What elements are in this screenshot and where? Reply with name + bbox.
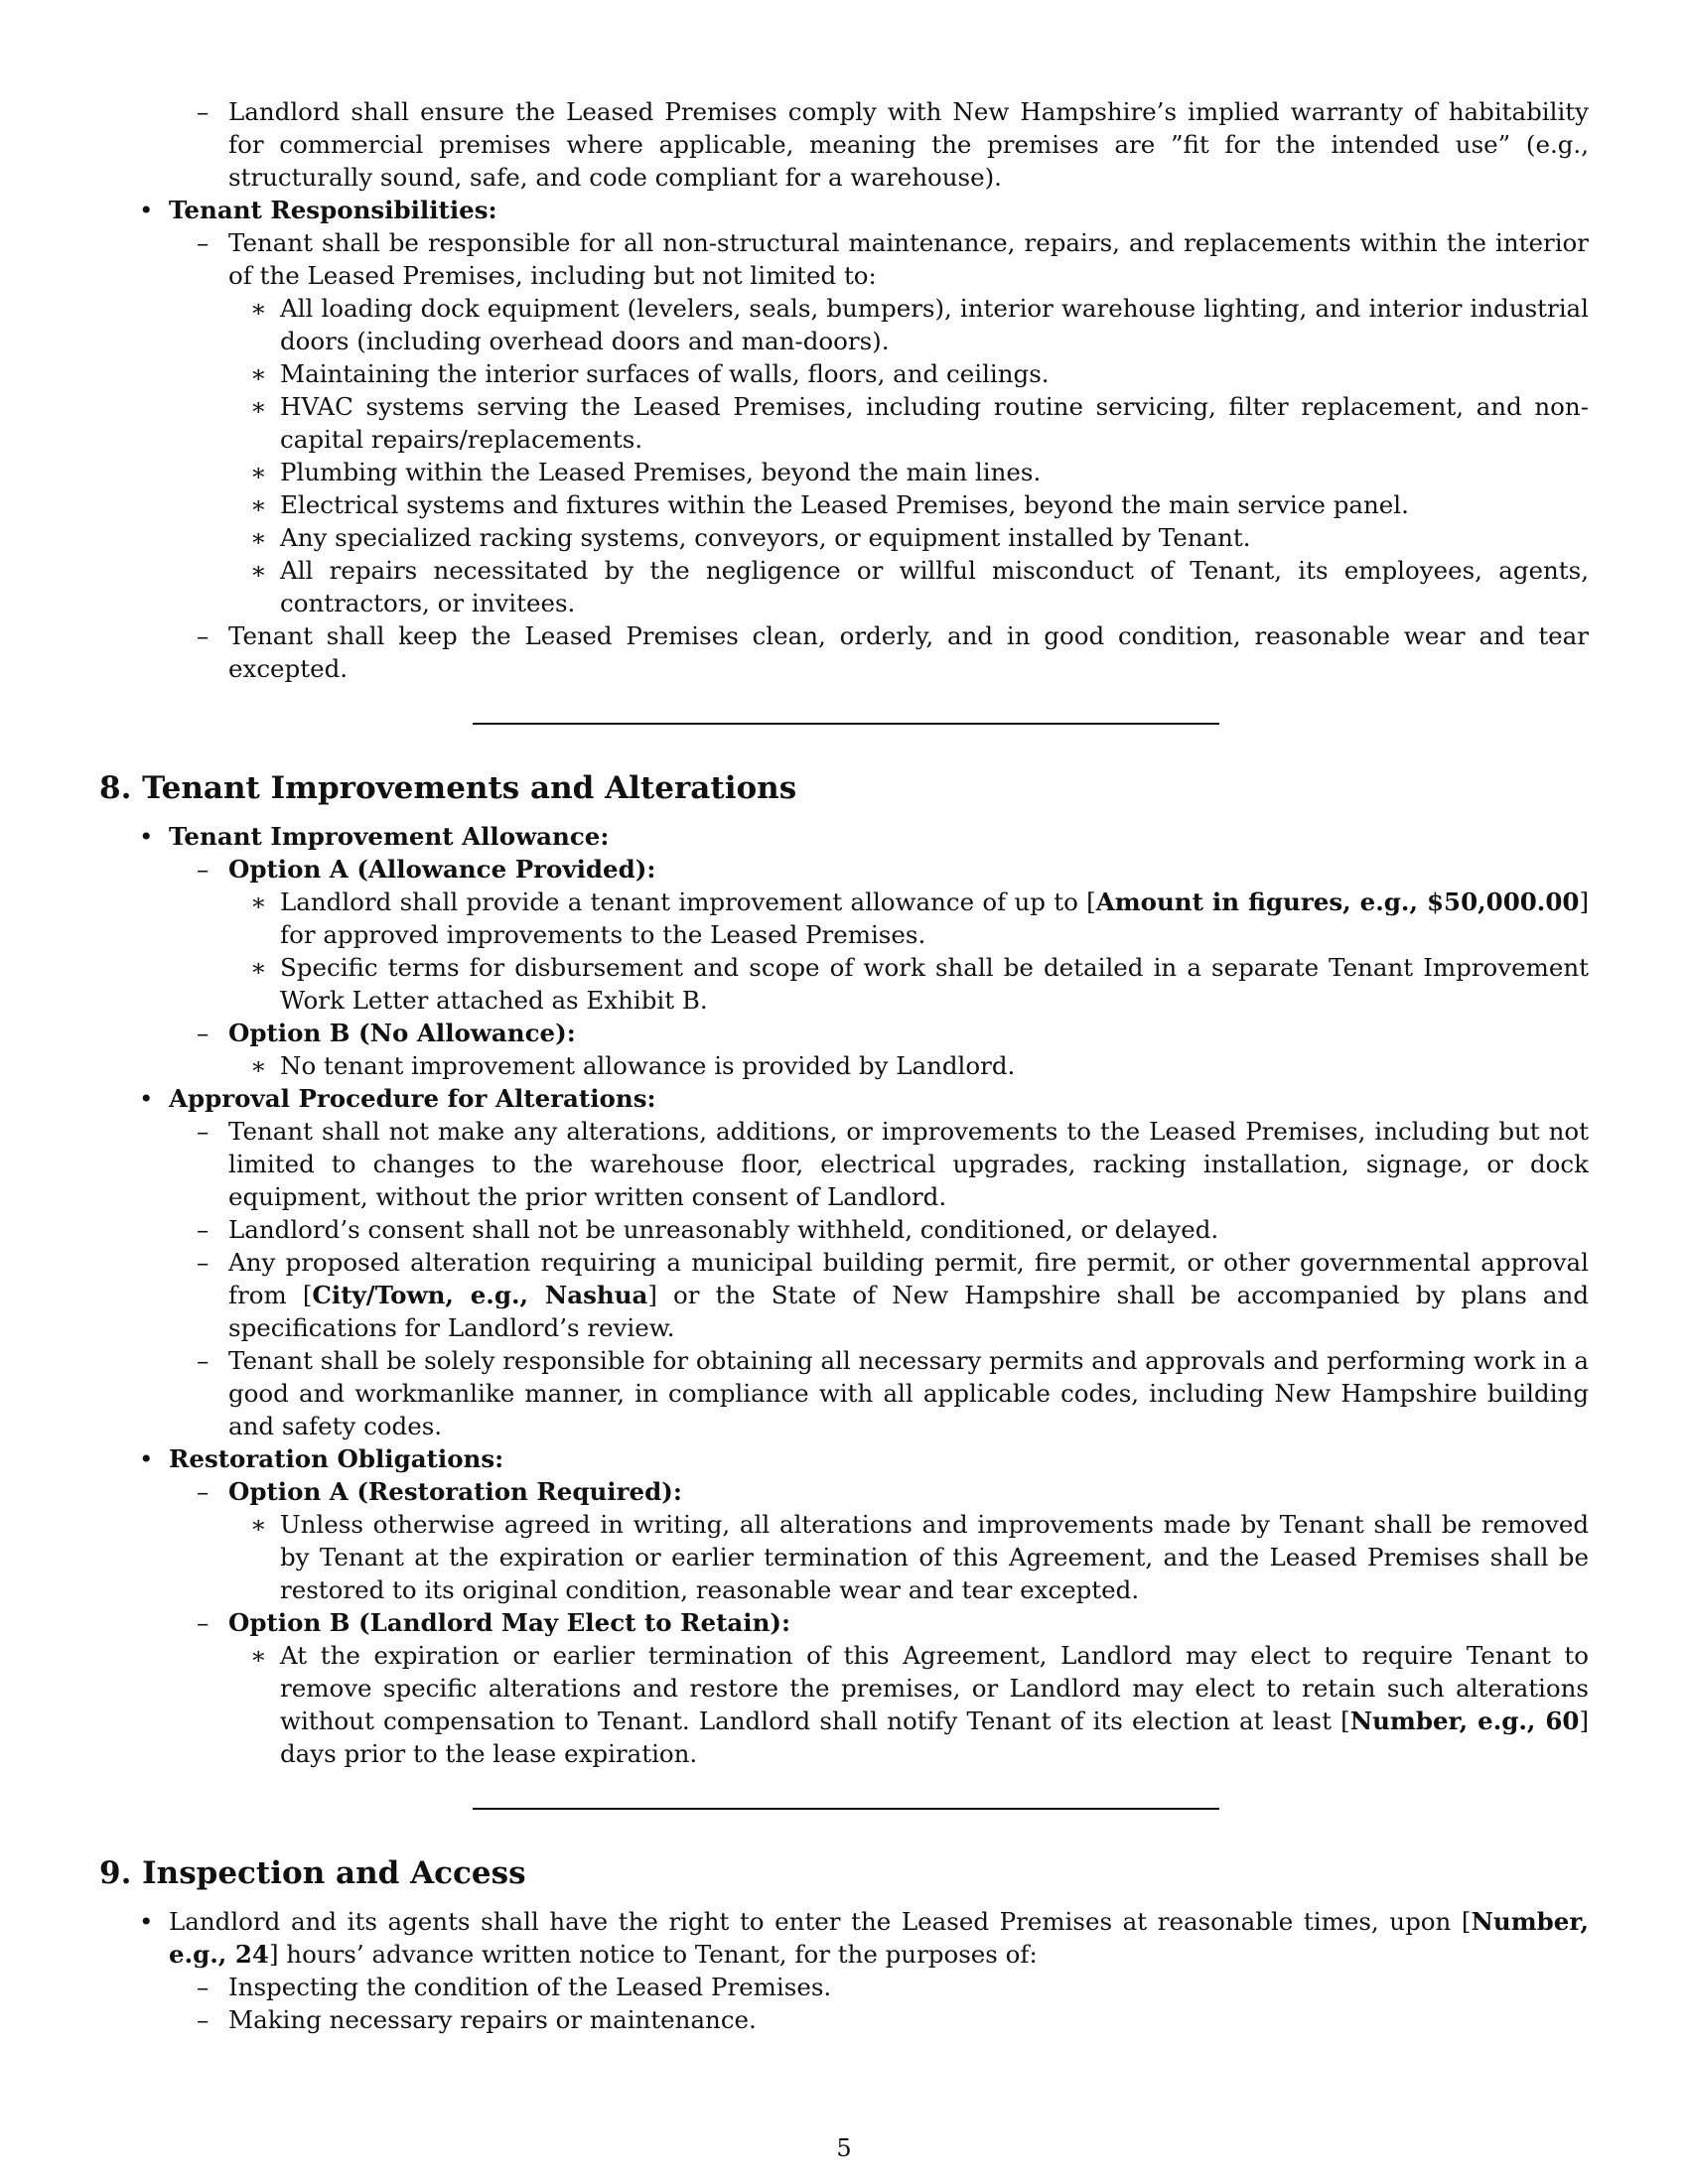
list-item [139, 194, 1589, 226]
dash-marker: – [197, 97, 210, 126]
placeholder-field: City/Town, e.g., Nashua [312, 1281, 648, 1309]
bullet-marker: • [139, 822, 154, 851]
list-item: – Tenant shall not make any alterations, additions, or improvements to the Leased Premises, including but not limited to changes to the warehouse floor, electrical upgrades, racking installation, signage, or dock equipment, without the prior written consent of Landlord. [197, 1117, 1589, 1211]
asterisk-marker: ∗ [250, 556, 267, 585]
dash-marker: – [197, 1477, 210, 1506]
list-item: ∗ HVAC systems serving the Leased Premises, including routine servicing, filter replacement, and non-capital repairs/replacements. [250, 392, 1589, 454]
list-item: ∗ All loading dock equipment (levelers, seals, bumpers), interior warehouse lighting, and interior industrial doors (including overhead doors and man-doors). [250, 294, 1589, 355]
list-item: ∗ Maintaining the interior surfaces of walls, floors, and ceilings. [250, 359, 1050, 388]
section-title: 9. Inspection and Access [99, 1855, 526, 1891]
subheading: Tenant Improvement Allowance: [169, 822, 610, 851]
subheading: Approval Procedure for Alterations: [169, 1084, 656, 1113]
asterisk-marker: ∗ [250, 1641, 267, 1670]
list-item [197, 853, 1589, 886]
list-item: ∗ Unless otherwise agreed in writing, all alterations and improvements made by Tenant shall be removed by Tenant at the expiration or earlier termination of this Agreement, and the Leased Premises shall be restored to its original condition, reasonable wear and tear excepted. [250, 1510, 1589, 1604]
document-page [99, 95, 1589, 2036]
asterisk-marker: ∗ [250, 953, 267, 982]
bullet-marker: • [139, 196, 154, 224]
subheading: Tenant Responsibilities: [169, 196, 497, 224]
placeholder-field: Number, e.g., 60 [1349, 1706, 1580, 1735]
asterisk-marker: ∗ [250, 490, 267, 519]
dash-marker: – [197, 1973, 210, 2001]
placeholder-field: Number, e.g., 24 [169, 1907, 1589, 1969]
option-heading: Option A (Allowance Provided): [228, 855, 656, 884]
dash-marker: – [197, 1117, 210, 1146]
asterisk-marker: ∗ [250, 392, 267, 421]
dash-marker: – [197, 1215, 210, 1244]
list-item: – Making necessary repairs or maintenance. [197, 2005, 757, 2034]
asterisk-marker: ∗ [250, 359, 267, 388]
list-item: – Tenant shall be solely responsible for obtaining all necessary permits and approvals and performing work in a good and workmanlike manner, in compliance with all applicable codes, including New Hampshire building and safety codes. [197, 1346, 1589, 1440]
list-item: ∗ Landlord shall provide a tenant improvement allowance of up to [Amount in figures, e.g., $50,000.00] for approved improvements to the Leased Premises. [250, 887, 1589, 949]
dash-marker: – [197, 1019, 210, 1047]
asterisk-marker: ∗ [250, 458, 267, 486]
list-item: ∗ Specific terms for disbursement and scope of work shall be detailed in a separate Tenant Improvement Work Letter attached as Exhibit B. [250, 953, 1589, 1015]
section-title: 8. Tenant Improvements and Alterations [99, 770, 797, 806]
asterisk-marker: ∗ [250, 523, 267, 552]
list-item: ∗ Electrical systems and fixtures within the Leased Premises, beyond the main service panel. [250, 490, 1409, 519]
list-item: • Landlord and its agents shall have the right to enter the Leased Premises at reasonable times, upon [Number, e.g., 24] hours’ advance written notice to Tenant, for the purposes of: [139, 1907, 1589, 1969]
list-item: – Tenant shall keep the Leased Premises clean, orderly, and in good condition, reasonable wear and tear excepted. [197, 621, 1589, 683]
placeholder-field: Amount in figures, e.g., $50,000.00 [1095, 887, 1580, 916]
list-item: – Any proposed alteration requiring a municipal building permit, fire permit, or other governmental approval from [City/Town, e.g., Nashua] or the State of New Hampshire shall be accompanied by plans and specifications for Landlord’s review. [197, 1248, 1589, 1342]
dash-marker: – [197, 1248, 210, 1277]
asterisk-marker: ∗ [250, 294, 267, 323]
section-divider [473, 1808, 1219, 1810]
asterisk-marker: ∗ [250, 887, 267, 916]
list-item: ∗ All repairs necessitated by the negligence or willful misconduct of Tenant, its employees, agents, contractors, or invitees. [250, 556, 1589, 617]
bullet-marker: • [139, 1907, 154, 1936]
list-item [197, 1606, 1589, 1639]
list-item: – Landlord’s consent shall not be unreasonably withheld, conditioned, or delayed. [197, 1215, 1219, 1244]
list-item: – Tenant shall be responsible for all non-structural maintenance, repairs, and replacements within the interior of the Leased Premises, including but not limited to: [197, 228, 1589, 290]
list-item: ∗ Plumbing within the Leased Premises, beyond the main lines. [250, 458, 1042, 486]
bullet-marker: • [139, 1084, 154, 1113]
list-item [139, 820, 1589, 853]
page-number: 5 [836, 2134, 852, 2162]
asterisk-marker: ∗ [250, 1051, 267, 1080]
list-item [139, 1442, 1589, 1475]
dash-marker: – [197, 621, 210, 650]
dash-marker: – [197, 1346, 210, 1375]
subheading: Restoration Obligations: [169, 1444, 504, 1473]
asterisk-marker: ∗ [250, 1510, 267, 1539]
list-item: ∗ No tenant improvement allowance is provided by Landlord. [250, 1051, 1016, 1080]
option-heading: Option B (No Allowance): [228, 1019, 576, 1047]
list-item: ∗ At the expiration or earlier termination of this Agreement, Landlord may elect to require Tenant to remove specific alterations and restore the premises, or Landlord may elect to retain such alterations without compensation to Tenant. Landlord shall notify Tenant of its election at least [Number, e.g., 60] days prior to the lease expiration. [250, 1641, 1589, 1768]
dash-marker: – [197, 2005, 210, 2034]
section-divider [473, 723, 1219, 725]
list-item: – Landlord shall ensure the Leased Premises comply with New Hampshire’s implied warranty of habitability for commercial premises where applicable, meaning the premises are ”fit for the intended use” (e.g., structurally sound, safe, and code compliant for a warehouse). [197, 97, 1589, 192]
dash-marker: – [197, 228, 210, 257]
list-item: – Inspecting the condition of the Leased Premises. [197, 1973, 832, 2001]
list-item [197, 1017, 1589, 1049]
option-heading: Option B (Landlord May Elect to Retain): [228, 1608, 791, 1637]
list-item: ∗ Any specialized racking systems, conveyors, or equipment installed by Tenant. [250, 523, 1251, 552]
dash-marker: – [197, 1608, 210, 1637]
list-item [139, 1082, 1589, 1115]
dash-marker: – [197, 855, 210, 884]
option-heading: Option A (Restoration Required): [228, 1477, 682, 1506]
list-item [197, 1475, 1589, 1508]
bullet-marker: • [139, 1444, 154, 1473]
